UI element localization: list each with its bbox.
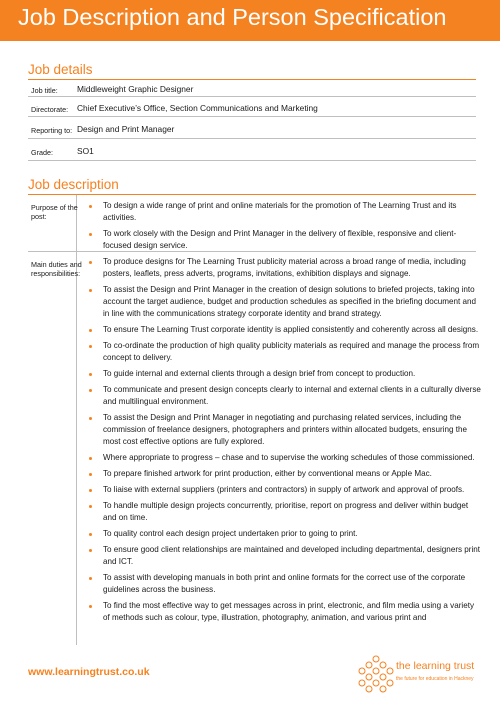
- directorate-label: Directorate:: [31, 105, 69, 114]
- duties-list: [89, 256, 481, 624]
- list-item: To quality control each design project undertaken prior to going to print.: [89, 528, 481, 540]
- list-item: To liaise with external suppliers (printers and contractors) in supply of artwork and approval of proofs.: [89, 484, 481, 496]
- directorate-value: Chief Executive’s Office, Section Communications and Marketing: [77, 103, 318, 113]
- job-details-rule: [28, 79, 476, 80]
- title-banner: [0, 0, 500, 41]
- row-divider: [28, 251, 476, 252]
- list-item: To ensure The Learning Trust corporate identity is applied consistently and coherently across all designs.: [89, 324, 481, 336]
- row-divider: [28, 138, 476, 139]
- grade-label: Grade:: [31, 148, 53, 157]
- grade-value: SO1: [77, 146, 94, 156]
- row-divider: [28, 96, 476, 97]
- page-title: Job Description and Person Specification: [18, 4, 447, 30]
- list-item: To handle multiple design projects concurrently, prioritise, report on progress and deliver within budget and on time.: [89, 500, 481, 524]
- job-details-heading: Job details: [28, 62, 93, 77]
- list-item: To assist the Design and Print Manager in negotiating and purchasing related services, including the commission of freelance designers, photographers and printers within allocated budgets, ensuring the most cost effective options are fully explored.: [89, 412, 481, 448]
- row-divider: [28, 116, 476, 117]
- list-item: To design a wide range of print and online materials for the promotion of The Learning Trust and its activities.: [89, 200, 481, 224]
- list-item: To produce designs for The Learning Trust publicity material across a broad range of media, including posters, leaflets, press adverts, programs, invitations, exhibition displays and signage.: [89, 256, 481, 280]
- list-item: To work closely with the Design and Print Manager in the delivery of flexible, responsive and client-focused design service.: [89, 228, 481, 252]
- reporting-to-label: Reporting to:: [31, 126, 73, 135]
- job-description-heading: Job description: [28, 177, 119, 192]
- row-divider: [28, 160, 476, 161]
- logo-name: the learning trust: [396, 660, 475, 672]
- purpose-list: [89, 200, 481, 252]
- list-item: To ensure good client relationships are maintained and developed including departmental, designers print and ICT.: [89, 544, 481, 568]
- website-link[interactable]: www.learningtrust.co.uk: [28, 666, 150, 678]
- reporting-to-value: Design and Print Manager: [77, 124, 175, 134]
- duties-label: Main duties and responsibilities:: [31, 260, 82, 278]
- list-item: To assist with developing manuals in both print and online formats for the correct use of the corporate guidelines across the business.: [89, 572, 481, 596]
- learning-trust-logo: [358, 655, 478, 695]
- logo-tagline: the future for education in Hackney: [396, 676, 474, 682]
- list-item: Where appropriate to progress – chase and to supervise the working schedules of those commissioned.: [89, 452, 481, 464]
- job-title-label: Job title:: [31, 86, 58, 95]
- list-item: To guide internal and external clients through a design brief from concept to production.: [89, 368, 481, 380]
- job-description-rule: [28, 194, 476, 195]
- list-item: To co-ordinate the production of high quality publicity materials as required and manage the process from concept to delivery.: [89, 340, 481, 364]
- job-title-value: Middleweight Graphic Designer: [77, 84, 194, 94]
- list-item: To assist the Design and Print Manager in the creation of design solutions to briefed projects, taking into account the target audience, budget and production schedules as specified in the briefing document and in line with the communications strategy corporate identity and brand strategy.: [89, 284, 481, 320]
- list-item: To communicate and present design concepts clearly to internal and external clients in a culturally diverse and multilingual environment.: [89, 384, 481, 408]
- list-item: To find the most effective way to get messages across in print, electronic, and film media using a variety of methods such as colour, type, illustration, photography, animation, and various print and: [89, 600, 481, 624]
- hexagon-logo-icon: [358, 655, 394, 695]
- list-item: To prepare finished artwork for print production, either by conventional means or Apple Mac.: [89, 468, 481, 480]
- purpose-label: Purpose of the post:: [31, 203, 78, 221]
